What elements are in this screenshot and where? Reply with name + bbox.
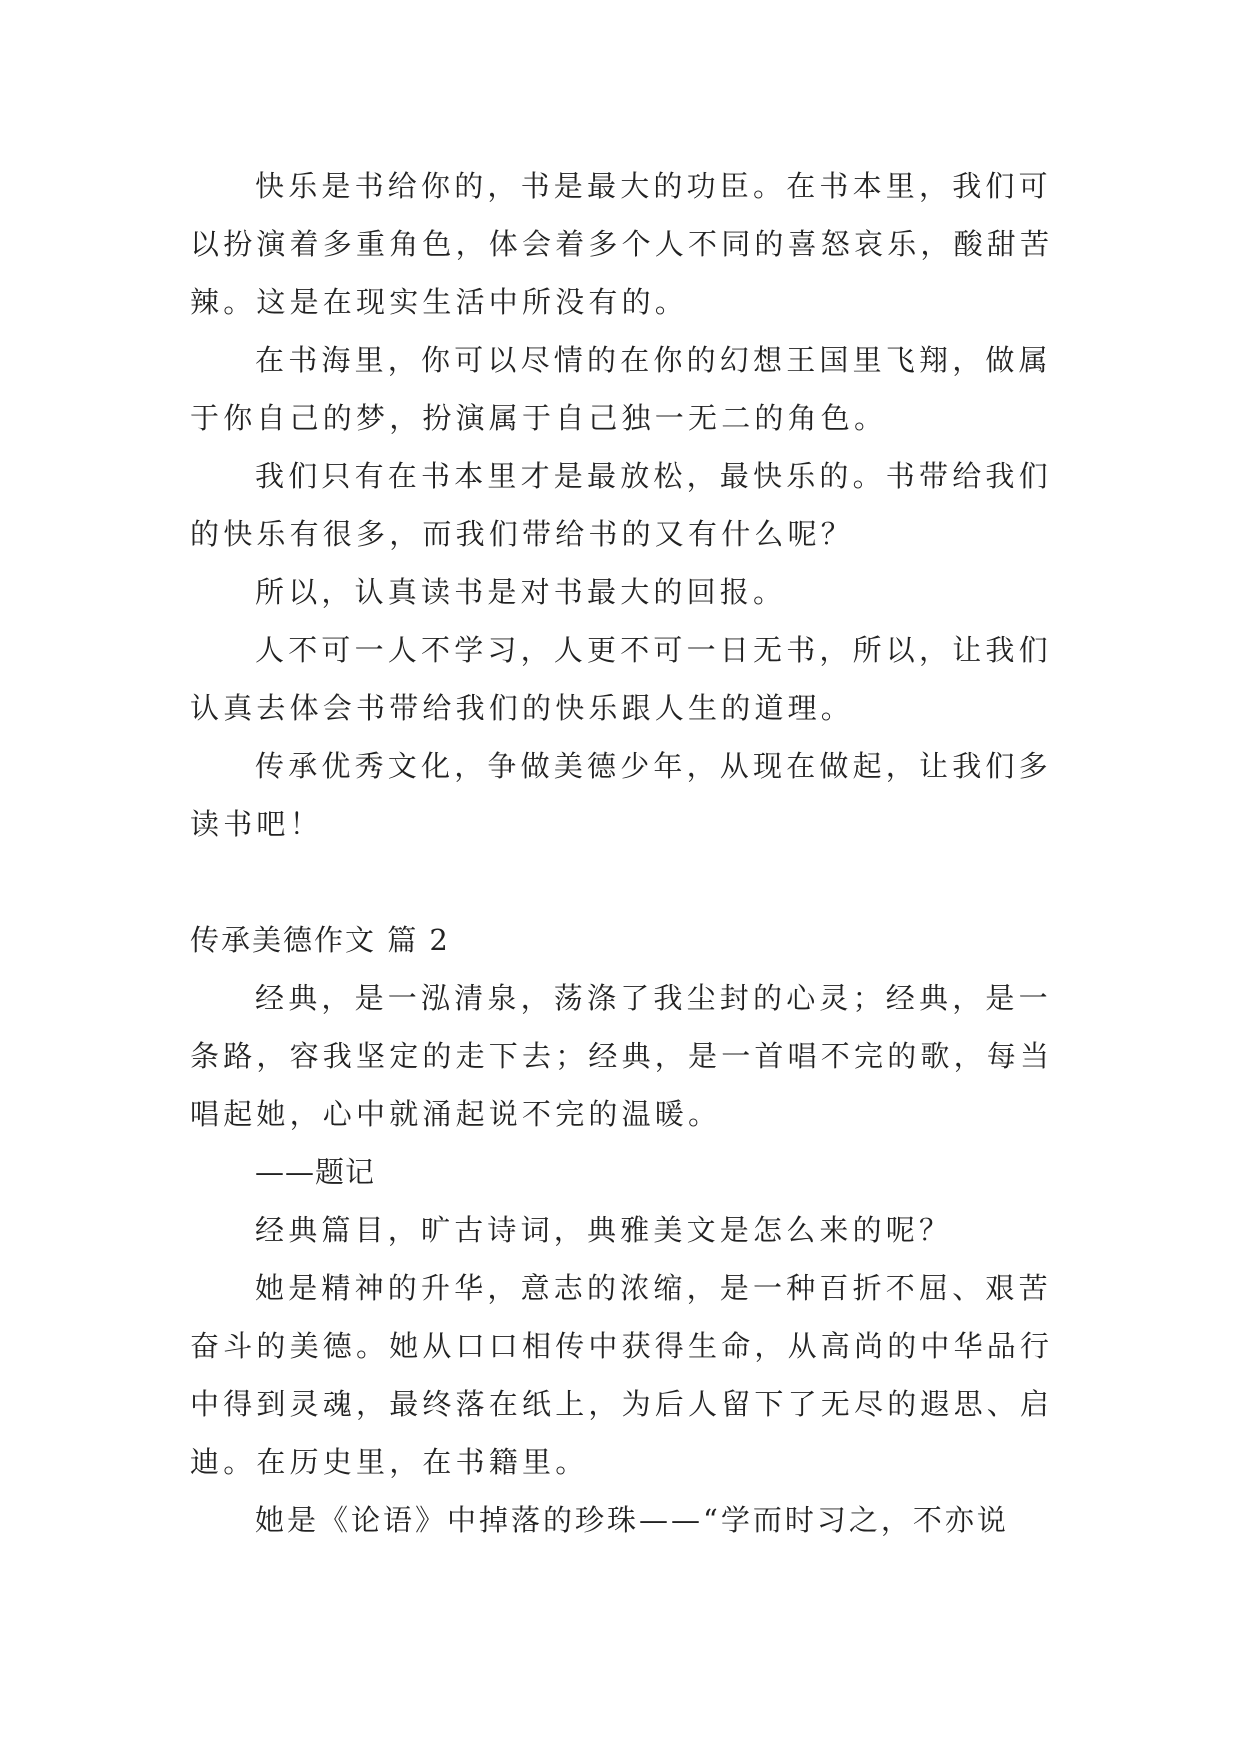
paragraph-line: 传承优秀文化，争做美德少年，从现在做起，让我们多 <box>255 749 1052 783</box>
paragraph-line: 经典，是一泓清泉，荡涤了我尘封的心灵；经典，是一 <box>255 981 1052 1015</box>
paragraph-line: 所以，认真读书是对书最大的回报。 <box>255 575 787 609</box>
paragraph-line: 迪。在历史里，在书籍里。 <box>190 1445 589 1479</box>
paragraph-line: 的快乐有很多，而我们带给书的又有什么呢？ <box>190 517 855 551</box>
paragraph-line: 读书吧！ <box>190 807 323 841</box>
paragraph-line: 于你自己的梦，扮演属于自己独一无二的角色。 <box>190 401 888 435</box>
paragraph-line: 中得到灵魂，最终落在纸上，为后人留下了无尽的遐思、启 <box>190 1387 1054 1421</box>
paragraph-line: 在书海里，你可以尽情的在你的幻想王国里飞翔，做属 <box>255 343 1052 377</box>
paragraph-line: 经典篇目，旷古诗词，典雅美文是怎么来的呢？ <box>255 1213 953 1247</box>
paragraph-line: 快乐是书给你的，书是最大的功臣。在书本里，我们可 <box>255 169 1052 203</box>
paragraph-line: 辣。这是在现实生活中所没有的。 <box>190 285 689 319</box>
paragraph-line: 条路，容我坚定的走下去；经典，是一首唱不完的歌，每当 <box>190 1039 1054 1073</box>
paragraph-line: 我们只有在书本里才是最放松，最快乐的。书带给我们 <box>255 459 1052 493</box>
paragraph-line: 她是《论语》中掉落的珍珠——“学而时习之，不亦说 <box>255 1503 1009 1537</box>
paragraph-line: 人不可一人不学习，人更不可一日无书，所以，让我们 <box>255 633 1052 667</box>
paragraph-line: 认真去体会书带给我们的快乐跟人生的道理。 <box>190 691 855 725</box>
paragraph-line: 唱起她，心中就涌起说不完的温暖。 <box>190 1097 722 1131</box>
paragraph-line: 她是精神的升华，意志的浓缩，是一种百折不屈、艰苦 <box>255 1271 1052 1305</box>
paragraph-line: 以扮演着多重角色，体会着多个人不同的喜怒哀乐，酸甜苦 <box>190 227 1054 261</box>
paragraph-line: 奋斗的美德。她从口口相传中获得生命，从高尚的中华品行 <box>190 1329 1054 1363</box>
section-heading: 传承美德作文 篇 2 <box>190 923 450 957</box>
epigraph-attribution: ——题记 <box>255 1155 376 1189</box>
